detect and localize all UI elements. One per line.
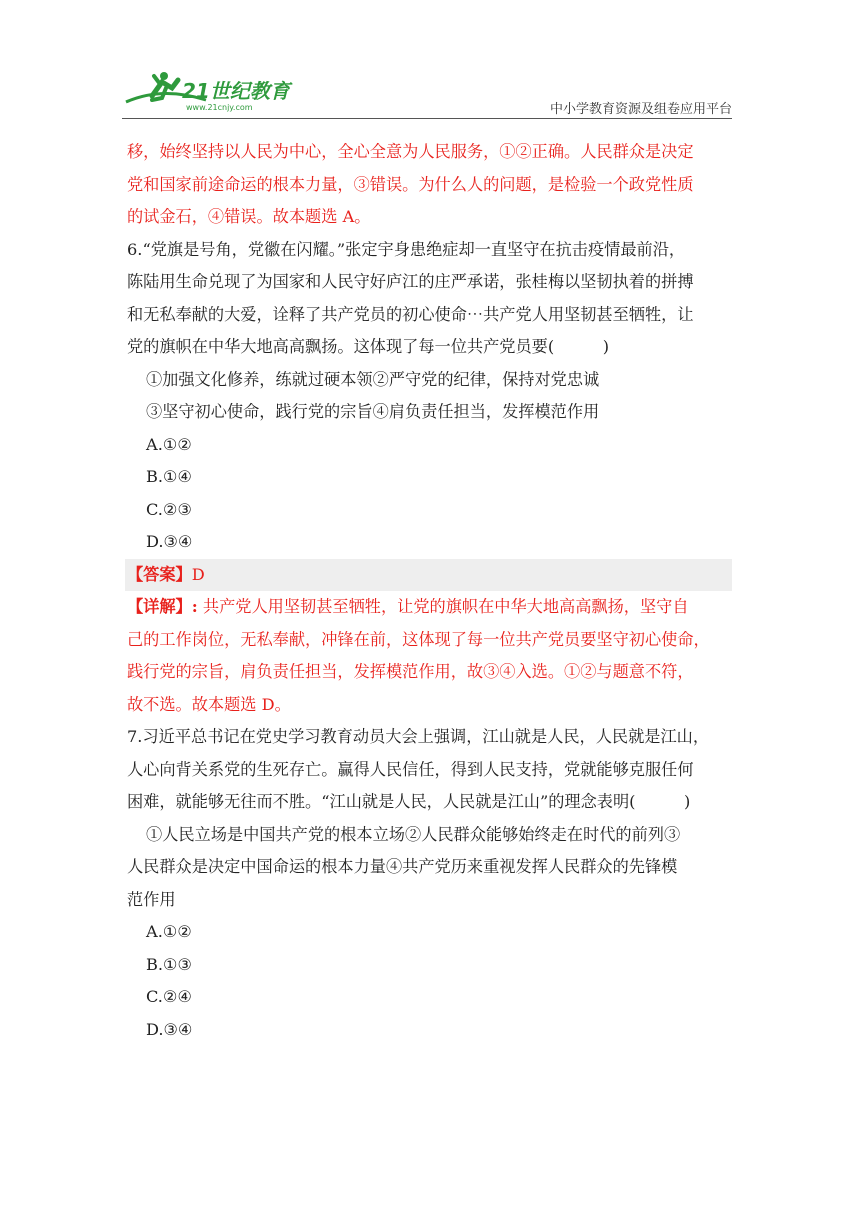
answer-value: D bbox=[191, 564, 205, 584]
prev-analysis-line: 移，始终坚持以人民为中心，全心全意为人民服务，①②正确。人民群众是决定 bbox=[127, 142, 694, 161]
q6-statement: ③坚守初心使命，践行党的宗旨④肩负责任担当，发挥模范作用 bbox=[146, 402, 600, 421]
logo-subtext: www.21cnjy.com bbox=[186, 103, 253, 112]
q6-detail-line: 己的工作岗位，无私奉献，冲锋在前，这体现了每一位共产党员要坚守初心使命， bbox=[127, 629, 710, 649]
q7-option-a: A.①② bbox=[146, 922, 192, 941]
q7-statement: 人民群众是决定中国命运的根本力量④共产党历来重视发挥人民群众的先锋模 bbox=[127, 857, 678, 876]
q7-stem-line: 困难，就能够无往而不胜。“江山就是人民，人民就是江山”的理念表明( ) bbox=[127, 792, 691, 811]
detail-text: 共产党人用坚韧甚至牺牲，让党的旗帜在中华大地高高飘扬，坚守自 bbox=[197, 597, 689, 616]
logo-text: 21世纪教育 bbox=[182, 79, 290, 103]
q7-statement: 范作用 bbox=[127, 889, 176, 909]
prev-analysis-line: 党和国家前途命运的根本力量，③错误。为什么人的问题，是检验一个政党性质 bbox=[127, 174, 694, 194]
q7-stem-line: 人心向背关系党的生死存亡。赢得人民信任，得到人民支持，党就能够克服任何 bbox=[127, 759, 694, 779]
page-header bbox=[122, 66, 732, 122]
prev-analysis-line: 的试金石，④错误。故本题选 A。 bbox=[127, 207, 371, 226]
q6-detail-line: 践行党的宗旨，肩负责任担当，发挥模范作用，故③④入选。①②与题意不符， bbox=[127, 662, 694, 681]
q6-detail-line: 故不选。故本题选 D。 bbox=[127, 694, 291, 714]
q7-stem-line: 7.习近平总书记在党史学习教育动员大会上强调，江山就是人民，人民就是江山， bbox=[127, 727, 710, 746]
logo-21cnjy bbox=[122, 66, 302, 114]
q6-stem-line: 陈陆用生命兑现了为国家和人民守好庐江的庄严承诺，张桂梅以坚韧执着的拼搏 bbox=[127, 272, 694, 291]
q6-stem-line: 党的旗帜在中华大地高高飘扬。这体现了每一位共产党员要( ) bbox=[127, 337, 610, 356]
header-divider bbox=[122, 118, 732, 119]
q6-option-a: A.①② bbox=[146, 434, 192, 454]
document-body bbox=[127, 136, 732, 1046]
q7-option-b: B.①③ bbox=[146, 954, 193, 974]
q7-option-c: C.②④ bbox=[146, 987, 192, 1006]
q7-option-d: D.③④ bbox=[146, 1019, 193, 1039]
q6-option-d: D.③④ bbox=[146, 532, 193, 551]
prev-analysis bbox=[127, 136, 732, 234]
q6-option-c: C.②③ bbox=[146, 499, 192, 519]
q6-stem-line: 和无私奉献的大爱，诠释了共产党员的初心使命⋯共产党人用坚韧甚至牺牲，让 bbox=[127, 304, 694, 324]
q7-statement: ①人民立场是中国共产党的根本立场②人民群众能够始终走在时代的前列③ bbox=[146, 824, 681, 844]
detail-label: 【详解】: bbox=[127, 597, 198, 616]
q6-stem-line: 6.“党旗是号角，党徽在闪耀。”张定宇身患绝症却一直坚守在抗击疫情最前沿， bbox=[127, 239, 686, 259]
question-7 bbox=[127, 721, 732, 1046]
q6-answer bbox=[125, 559, 732, 592]
q6-detail-line bbox=[127, 591, 732, 624]
platform-title: 中小学教育资源及组卷应用平台 bbox=[549, 102, 732, 117]
question-6 bbox=[127, 234, 732, 722]
q6-option-b: B.①④ bbox=[146, 467, 193, 486]
answer-label: 【答案】 bbox=[127, 564, 192, 584]
q6-statement: ①加强文化修养，练就过硬本领②严守党的纪律，保持对党忠诚 bbox=[146, 369, 600, 389]
